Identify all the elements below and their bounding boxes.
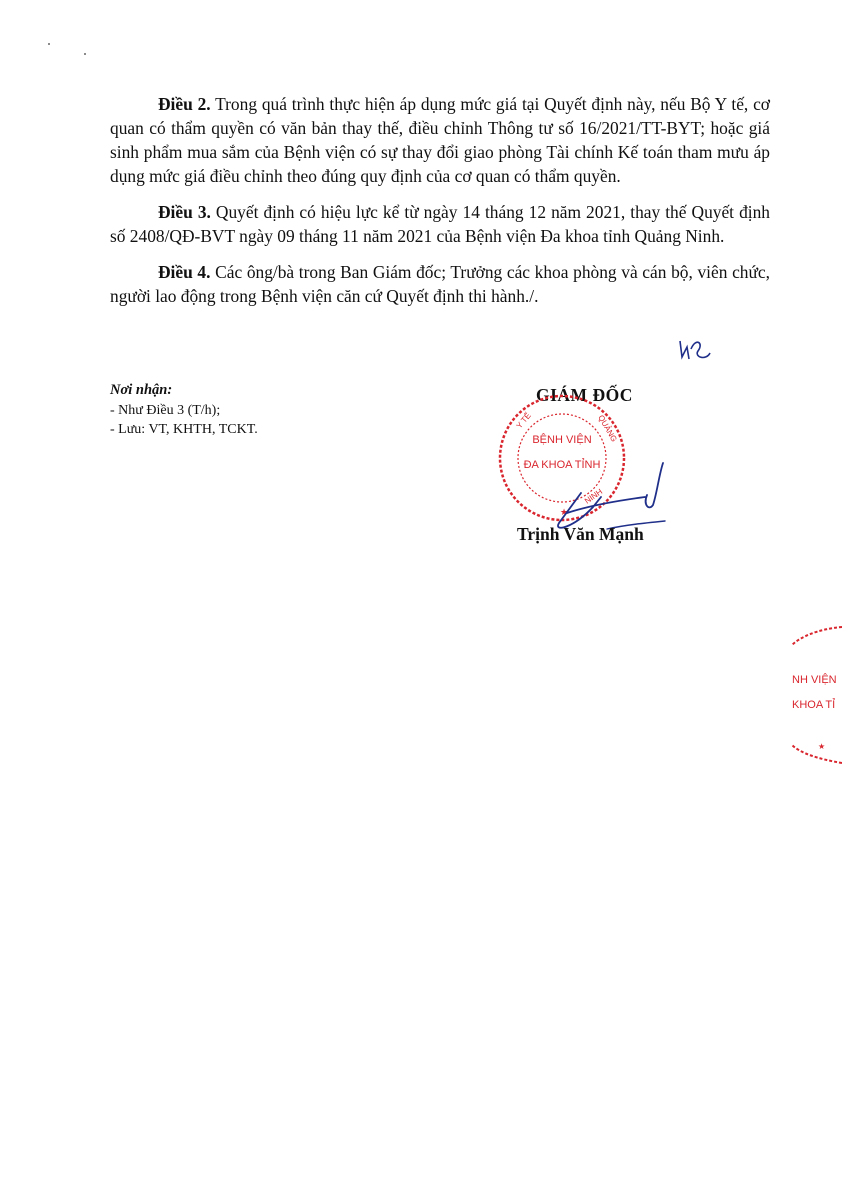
article-text: Các ông/bà trong Ban Giám đốc; Trưởng các khoa phòng và cán bộ, viên chức, người lao động trong Bệnh viện căn cứ Quyết định thi hành./. [110, 262, 770, 306]
seal-ring-top: Y TẾ [514, 411, 533, 431]
partial-seal-line-2: KHOA TỈ [792, 699, 836, 711]
recipients-heading: Nơi nhận: [110, 382, 173, 398]
article-label: Điều 4. [158, 262, 211, 282]
signer-name: Trịnh Văn Mạnh [517, 524, 644, 544]
recipient-item: - Lưu: VT, KHTH, TCKT. [110, 422, 258, 437]
seal-ring-bottom: NINH [582, 487, 605, 506]
scan-speck [48, 43, 50, 45]
article-label: Điều 2. [158, 94, 211, 114]
partial-seal-star-icon: ★ [818, 742, 826, 751]
article-label: Điều 3. [158, 202, 211, 222]
recipients-block [110, 381, 258, 439]
partial-seal-line-1: NH VIỆN [792, 674, 837, 686]
article-text: Quyết định có hiệu lực kể từ ngày 14 tháng 12 năm 2021, thay thế Quyết định số 2408/QĐ-BVT ngày 09 tháng 11 năm 2021 của Bệnh viện Đa khoa tỉnh Quảng Ninh. [110, 202, 770, 246]
scan-speck [84, 53, 86, 55]
initials-mark [676, 327, 716, 367]
article-text: Trong quá trình thực hiện áp dụng mức giá tại Quyết định này, nếu Bộ Y tế, cơ quan có thẩm quyền có văn bản thay thế, điều chỉnh Thông tư số 16/2021/TT-BYT; hoặc giá sinh phẩm mua sắm của Bệnh viện có sự thay đổi giao phòng Tài chính Kế toán tham mưu áp dụng mức giá điều chỉnh theo đúng quy định của cơ quan có thẩm quyền. [110, 94, 770, 186]
seal-ring-right: QUẢNG [596, 413, 619, 444]
seal-star-icon: ★ [560, 508, 569, 518]
partial-seal [788, 615, 842, 775]
seal-line-2: ĐA KHOA TỈNH [523, 459, 601, 471]
recipient-item: - Như Điều 3 (T/h); [110, 403, 221, 418]
articles-body [110, 92, 770, 320]
article-3 [110, 200, 770, 248]
handwritten-signature [545, 455, 685, 535]
seal-line-1: BỆNH VIỆN [532, 434, 592, 446]
signer-title: GIÁM ĐỐC [536, 385, 633, 405]
article-2 [110, 92, 770, 188]
article-4 [110, 260, 770, 308]
